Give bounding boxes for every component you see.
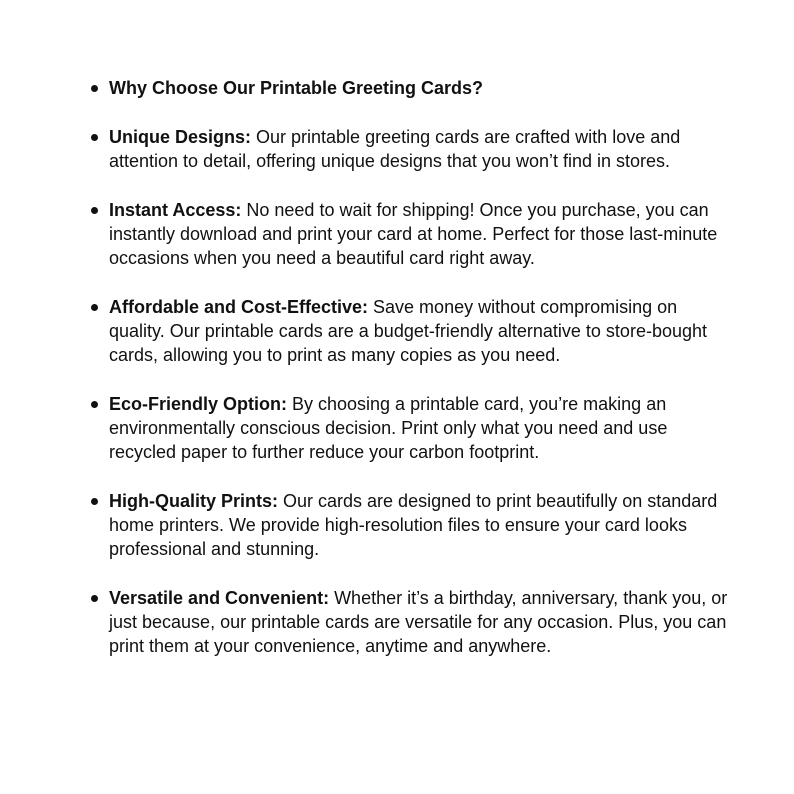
item-heading-text: Affordable and Cost-Effective: [109,297,369,317]
bullet-icon [91,134,98,141]
item-body-text: By choosing a printable card, you’re making an environmentally conscious decision. Print only what you need and use recycled paper to further reduce your carbon footprint. [109,394,668,462]
item-body-text: Our cards are designed to print beautifully on standard home printers. We provide high-resolution files to ensure your card looks professional and stunning. [109,491,718,559]
feature-list [0,76,794,658]
item-heading-text: Unique Designs: [109,127,252,147]
item-heading-text: Instant Access: [109,200,242,220]
bullet-icon [91,595,98,602]
item-body-text: No need to wait for shipping! Once you purchase, you can instantly download and print your card at home. Perfect for those last-minute occasions when you need a beautiful card right away. [109,200,718,268]
bullet-icon [91,498,98,505]
list-item-instant-access [0,198,794,270]
bullet-icon [91,207,98,214]
list-item-unique-designs [0,125,794,173]
list-item-versatile [0,586,794,658]
item-heading-text: High-Quality Prints: [109,491,279,511]
item-body-text: Save money without compromising on quality. Our printable cards are a budget-friendly alternative to store-bought cards, allowing you to print as many copies as you need. [109,297,707,365]
list-item-high-quality [0,489,794,561]
bullet-icon [91,85,98,92]
item-heading-text: Versatile and Convenient: [109,588,330,608]
list-item-affordable [0,295,794,367]
document-page [0,76,794,683]
item-body-text: Our printable greeting cards are crafted with love and attention to detail, offering unique designs that you won’t find in stores. [109,127,681,171]
item-heading-text: Eco-Friendly Option: [109,394,287,414]
item-body-text: Whether it’s a birthday, anniversary, thank you, or just because, our printable cards are versatile for any occasion. Plus, you can print them at your convenience, anytime and anywhere. [109,588,728,656]
list-item-heading [0,76,794,100]
bullet-icon [91,304,98,311]
bullet-icon [91,401,98,408]
item-heading-text: Why Choose Our Printable Greeting Cards? [109,78,484,98]
list-item-eco-friendly [0,392,794,464]
